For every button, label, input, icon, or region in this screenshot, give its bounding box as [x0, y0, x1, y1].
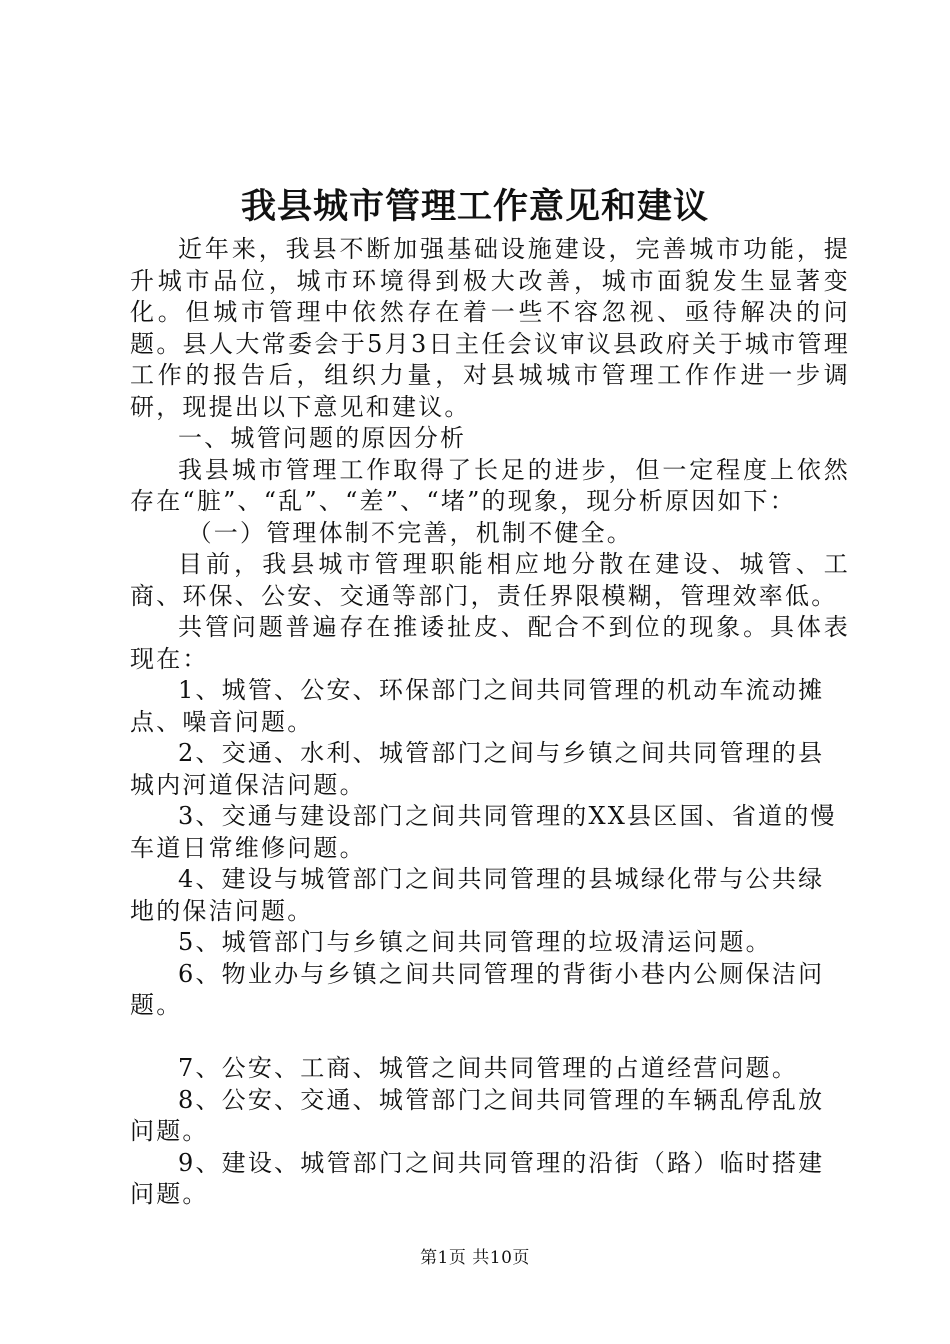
list-item: 6、物业办与乡镇之间共同管理的背街小巷内公厕保洁问题。	[130, 959, 825, 1019]
page-footer: 第1页 共10页	[420, 1248, 530, 1268]
analysis-paragraph: 我县城市管理工作取得了长足的进步，但一定程度上依然存在“脏”、“乱”、“差”、“堵”的现象，现分析原因如下：	[130, 455, 850, 515]
list-item: 7、公安、工商、城管之间共同管理的占道经营问题。	[178, 1054, 799, 1082]
intro-paragraph: 近年来，我县不断加强基础设施建设，完善城市功能，提升城市品位，城市环境得到极大改善，城市面貌发生显著变化。但城市管理中依然存在着一些不容忽视、亟待解决的问题。县人大常委会于5月3日主任会议审议县政府关于城市管理工作的报告后，组织力量，对县城城市管理工作作进一步调研，现提出以下意见和建议。	[130, 235, 850, 421]
document-title: 我县城市管理工作意见和建议	[240, 186, 709, 227]
list-item: 2、交通、水利、城管部门之间与乡镇之间共同管理的县城内河道保洁问题。	[130, 739, 825, 799]
list-item: 3、交通与建设部门之间共同管理的XX县区国、省道的慢车道日常维修问题。	[130, 802, 837, 862]
list-item: 4、建设与城管部门之间共同管理的县城绿化带与公共绿地的保洁问题。	[130, 865, 825, 925]
section-heading: 一、城管问题的原因分析	[178, 424, 467, 452]
responsibility-paragraph: 目前，我县城市管理职能相应地分散在建设、城管、工商、环保、公安、交通等部门，责任界限模糊，管理效率低。	[130, 550, 850, 610]
list-item: 5、城管部门与乡镇之间共同管理的垃圾清运问题。	[178, 928, 772, 956]
shared-management-paragraph: 共管问题普遍存在推诿扯皮、配合不到位的现象。具体表现在：	[130, 613, 850, 673]
blank-line	[130, 1022, 850, 1054]
list-item: 8、公安、交通、城管部门之间共同管理的车辆乱停乱放问题。	[130, 1085, 825, 1145]
document-body	[130, 234, 850, 1211]
list-item: 1、城管、公安、环保部门之间共同管理的机动车流动摊点、噪音问题。	[130, 676, 825, 736]
subsection-heading: （一）管理体制不完善，机制不健全。	[187, 518, 633, 547]
list-item: 9、建设、城管部门之间共同管理的沿街（路）临时搭建问题。	[130, 1148, 825, 1208]
